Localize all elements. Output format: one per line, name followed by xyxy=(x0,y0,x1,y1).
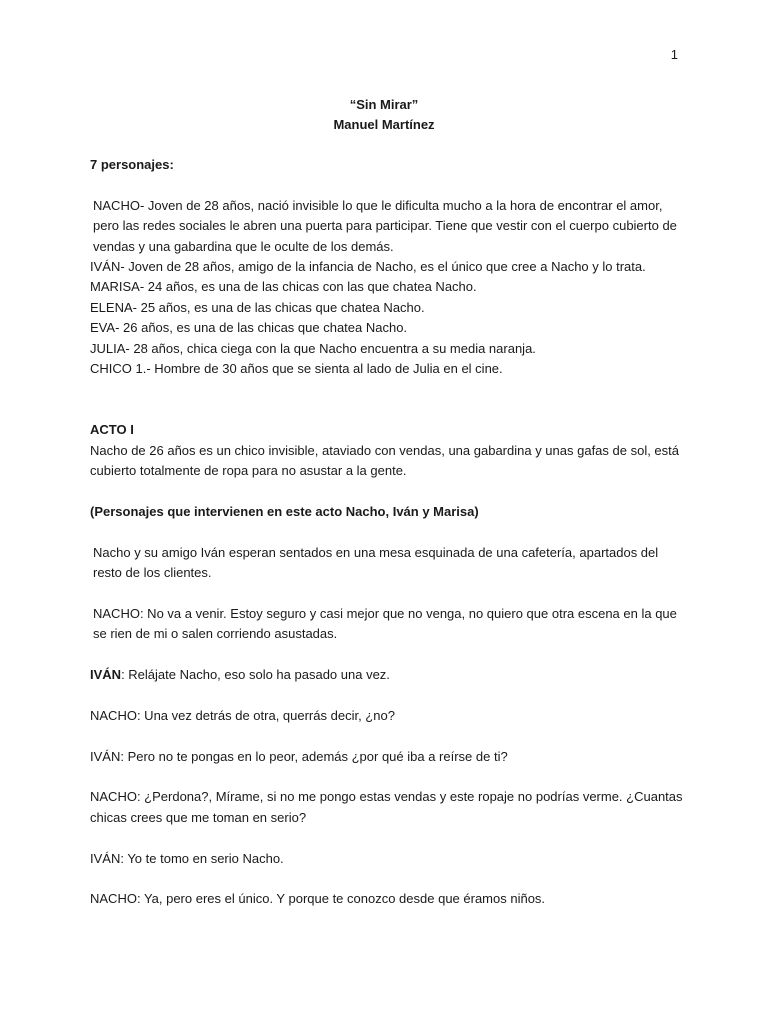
play-title: “Sin Mirar” xyxy=(349,97,419,112)
dialogue-text: : Yo te tomo en serio Nacho. xyxy=(120,850,284,866)
character-description: Joven de 28 años, amigo de la infancia de Nacho, es el único que cree a Nacho y lo trata. xyxy=(124,259,646,275)
character-entry xyxy=(90,257,690,277)
character-separator: - xyxy=(125,340,130,356)
character-description: 24 años, es una de las chicas con las que chatea Nacho. xyxy=(144,279,477,295)
dialogue-line xyxy=(90,665,690,685)
dialogue-line xyxy=(90,787,690,828)
character-separator: - xyxy=(120,259,125,275)
stage-direction: Nacho y su amigo Iván esperan sentados en una mesa esquinada de una cafetería, apartados del resto de los clientes. xyxy=(93,544,659,581)
dialogue-line xyxy=(90,889,690,909)
character-entry xyxy=(90,318,690,338)
character-entry xyxy=(90,277,690,297)
character-description: Joven de 28 años, nació invisible lo que le dificulta mucho a la hora de encontrar el amor, pero las redes sociales le abren una puerta para participar. Tiene que vestir con el cuerpo cubierto de vendas y una gabardina que le oculte de los demás. xyxy=(93,197,677,254)
character-description: 25 años, es una de las chicas que chatea Nacho. xyxy=(136,299,425,315)
character-entry xyxy=(90,359,690,379)
page-number: 1 xyxy=(670,47,678,62)
dialogue-speaker: NACHO xyxy=(90,891,137,907)
dialogue-speaker: NACHO xyxy=(93,605,140,621)
character-name: NACHO xyxy=(93,197,140,213)
character-description: Hombre de 30 años que se sienta al lado de Julia en el cine. xyxy=(150,361,503,377)
dialogue-speaker: NACHO xyxy=(90,707,137,723)
character-name: ELENA xyxy=(90,299,133,315)
character-description: 26 años, es una de las chicas que chatea Nacho. xyxy=(119,320,408,336)
dialogue-text: : Pero no te pongas en lo peor, además ¿por qué iba a reírse de ti? xyxy=(120,748,508,764)
dialogue-line xyxy=(90,747,690,767)
character-separator: - xyxy=(139,197,145,213)
act-heading: ACTO I xyxy=(90,422,134,438)
dialogue-text: : No va a venir. Estoy seguro y casi mejor que no venga, no quiero que otra escena en la que se rien de mi o salen corriendo asustadas. xyxy=(93,605,677,642)
characters-heading: 7 personajes: xyxy=(90,157,174,172)
dialogue-text: : Ya, pero eres el único. Y porque te conozco desde que éramos niños. xyxy=(136,891,546,907)
dialogue-speaker: IVÁN xyxy=(90,667,122,683)
character-name: IVÁN xyxy=(90,259,121,275)
character-description: 28 años, chica ciega con la que Nacho encuentra a su media naranja. xyxy=(129,340,536,356)
character-name: EVA xyxy=(90,320,116,336)
dialogue-line xyxy=(90,706,690,726)
dialogue-speaker: IVÁN xyxy=(90,748,121,764)
character-separator: - xyxy=(132,299,137,315)
act-cast-note: (Personajes que intervienen en este acto Nacho, Iván y Marisa) xyxy=(90,503,479,519)
character-entry xyxy=(90,339,690,359)
character-name: MARISA xyxy=(90,279,140,295)
character-name: JULIA xyxy=(90,340,126,356)
dialogue-speaker: IVÁN xyxy=(90,850,121,866)
character-separator: - xyxy=(146,361,151,377)
document-body xyxy=(90,155,690,910)
title-block xyxy=(0,95,768,135)
dialogue-speaker: NACHO xyxy=(90,789,137,805)
act-intro: Nacho de 26 años es un chico invisible, ataviado con vendas, una gabardina y unas gafas de sol, está cubierto totalmente de ropa para no asustar a la gente. xyxy=(90,442,680,479)
character-entry xyxy=(90,196,690,257)
dialogue-line xyxy=(90,849,690,869)
dialogue-text: : ¿Perdona?, Mírame, si no me pongo estas vendas y este ropaje no podrías verme. ¿Cuantas chicas crees que me toman en serio? xyxy=(90,789,683,825)
character-separator: - xyxy=(115,320,120,336)
play-author: Manuel Martínez xyxy=(333,117,435,132)
character-entry xyxy=(90,298,690,318)
character-name: CHICO 1. xyxy=(90,361,147,377)
dialogue-line xyxy=(90,604,690,645)
dialogue-text: : Una vez detrás de otra, querrás decir, ¿no? xyxy=(136,707,395,723)
character-separator: - xyxy=(139,279,145,295)
dialogue-text: : Relájate Nacho, eso solo ha pasado una vez. xyxy=(121,667,390,683)
